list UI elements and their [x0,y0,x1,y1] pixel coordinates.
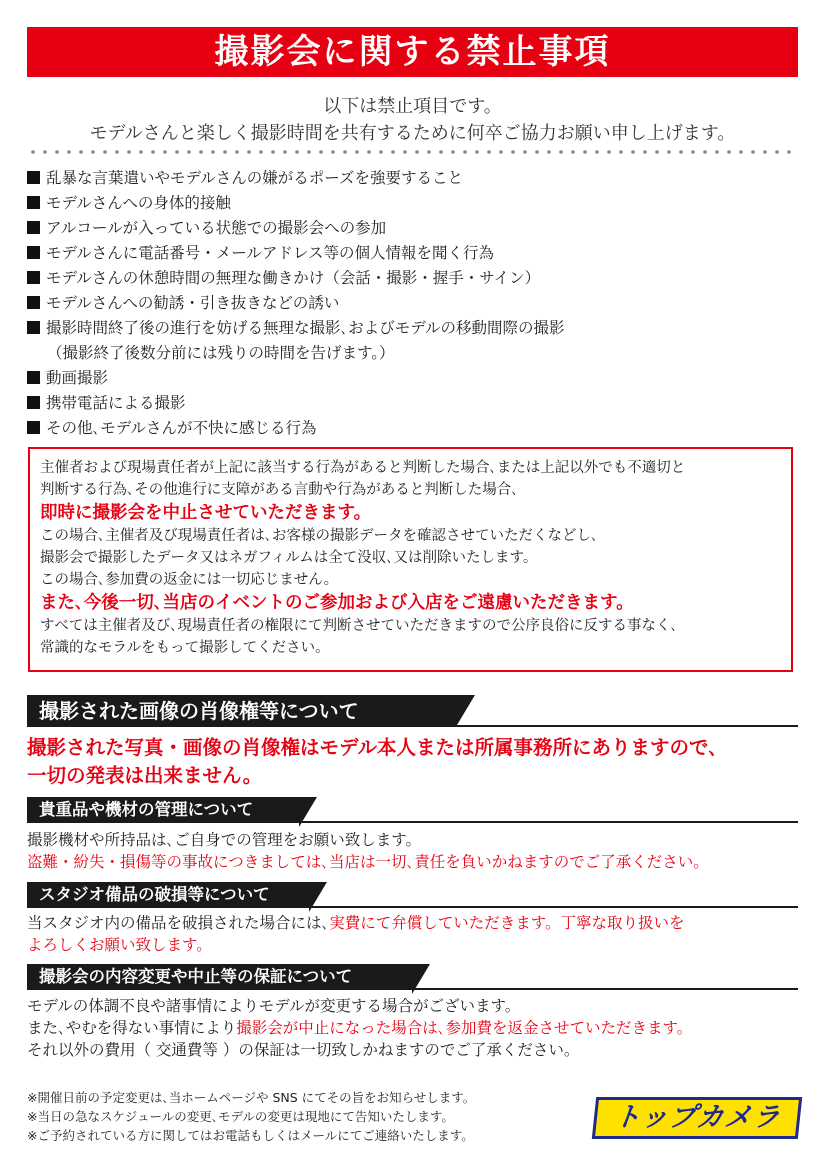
warning-text: すべては主催者及び､現場責任者の権限にて判断させていただきますので公序良俗に反する事なく､ [40,618,678,634]
portrait-rights-text-1: 撮影された写真・画像の肖像権はモデル本人または所属事務所にありますので､ [27,736,719,759]
valuables-warning: 盗難・紛失・損傷等の事故につきましては､当店は一切､責任を負いかねますのでご了承ください。 [27,853,709,871]
footnote: ※当日の急なスケジュールの変更､モデルの変更は現地にて告知いたします。 [27,1109,454,1124]
section-heading-studio-damage: スタジオ備品の破損等について [27,882,309,908]
section-divider [27,988,798,990]
changes-text-2 [27,1017,692,1040]
section-heading-valuables: 貴重品や機材の管理について [27,797,299,823]
changes-text: また､やむを得ない事情により [27,1019,237,1037]
bullet-square-icon [27,421,40,434]
valuables-text-1: 撮影機材や所持品は､ご自身での管理をお願い致します。 [27,831,422,849]
changes-text-1: モデルの体調不良や諸事情によりモデルが変更する場合がございます。 [27,997,521,1015]
warning-emphasis: 即時に撮影会を中止させていただきます。 [40,503,372,523]
section-divider [27,725,798,727]
prohibited-list [27,166,807,441]
bullet-square-icon [27,396,40,409]
list-item: モデルさんへの身体的接触 [27,191,807,216]
warning-text: 主催者および現場責任者が上記に該当する行為があると判断した場合､または上記以外でも不適切と [40,460,686,476]
footnote: ※ご予約されている方に関してはお電話もしくはメールにてご連絡いたします。 [27,1128,474,1143]
studio-damage-warning: よろしくお願い致します。 [27,936,212,954]
dotted-divider [27,148,798,156]
list-item-note: （撮影終了後数分前には残りの時間を告げます。） [47,344,395,362]
list-item: 乱暴な言葉遣いやモデルさんの嫌がるポーズを強要すること [27,166,807,191]
warning-emphasis: また､今後一切､当店のイベントのご参加および入店をご遠慮いただきます。 [40,593,634,613]
portrait-rights-text-2: 一切の発表は出来ません。 [27,764,263,787]
warning-text: この場合､主催者及び現場責任者は､お客様の撮影データを確認させていただくなどし､ [40,528,599,544]
section-divider [27,906,798,908]
list-item: その他､モデルさんが不快に感じる行為 [27,416,807,441]
bullet-square-icon [27,171,40,184]
section-divider [27,821,798,823]
warning-text: 常識的なモラルをもって撮影してください。 [40,640,330,656]
list-item: 撮影時間終了後の進行を妨げる無理な撮影､およびモデルの移動間際の撮影 [27,316,807,341]
bullet-square-icon [27,271,40,284]
footnote: ※開催日前の予定変更は､当ホームページや SNS にてその旨をお知らせします。 [27,1090,476,1105]
changes-text-3: それ以外の費用（ 交通費等 ）の保証は一切致しかねますのでご了承ください。 [27,1041,580,1059]
intro-line-1: 以下は禁止項目です。 [323,96,502,117]
studio-damage-text: 当スタジオ内の備品を破損された場合には､ [27,914,330,932]
section-heading-changes: 撮影会の内容変更や中止等の保証について [27,964,412,990]
bullet-square-icon [27,221,40,234]
intro-line-2: モデルさんと楽しく撮影時間を共有するために何卒ご協力お願い申し上げます。 [89,123,736,144]
warning-text: 撮影会で撮影したデータ又はネガフィルムは全て没収､又は削除いたします。 [40,550,538,566]
bullet-square-icon [27,296,40,309]
warning-text: この場合､参加費の返金には一切応じません。 [40,572,339,588]
bullet-square-icon [27,246,40,259]
valuables-text-2 [27,851,709,874]
changes-warning: 撮影会が中止になった場合は､参加費を返金させていただきます。 [236,1019,693,1037]
bullet-square-icon [27,196,40,209]
warning-box [28,447,793,672]
warning-text: 判断する行為､その他進行に支障がある言動や行為があると判断した場合､ [40,482,519,498]
list-item: モデルさんに電話番号・メールアドレス等の個人情報を聞く行為 [27,241,807,266]
studio-damage-text-2 [27,934,212,957]
list-item: 携帯電話による撮影 [27,391,807,416]
list-item: モデルさんへの勧誘・引き抜きなどの誘い [27,291,807,316]
section-heading-portrait-rights: 撮影された画像の肖像権等について [27,695,457,727]
bullet-square-icon [27,321,40,334]
studio-damage-text-1 [27,912,685,935]
footnotes [27,1088,475,1145]
bullet-square-icon [27,371,40,384]
top-camera-logo: トップカメラ [592,1097,802,1139]
page-title: 撮影会に関する禁止事項 [27,27,798,77]
studio-damage-warning: 実費にて弁償していただきます。丁寧な取り扱いを [329,914,685,932]
list-item: アルコールが入っている状態での撮影会への参加 [27,216,807,241]
list-item: 動画撮影 [27,366,807,391]
list-item: モデルさんの休憩時間の無理な働きかけ（会話・撮影・握手・サイン） [27,266,807,291]
